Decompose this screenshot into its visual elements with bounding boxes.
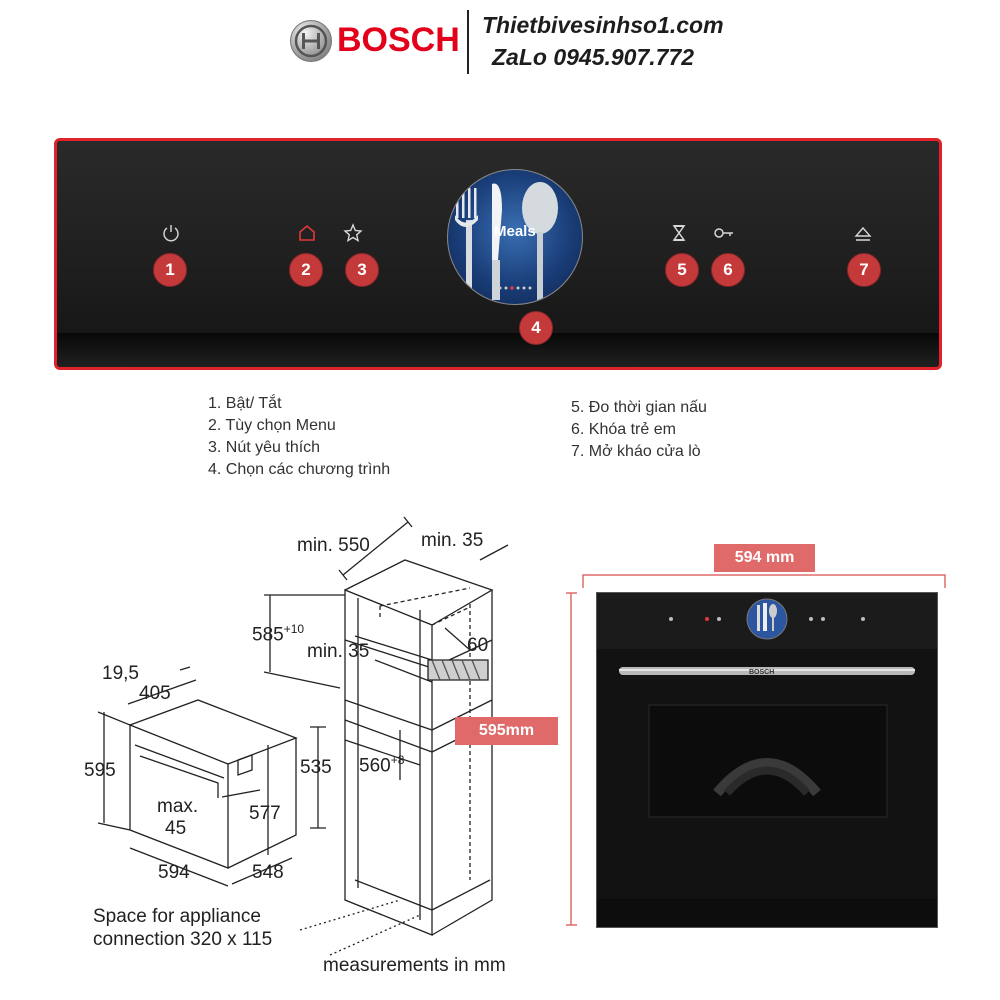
legend-item: 2. Tùy chọn Menu	[208, 417, 336, 434]
dim-560-value: 560	[359, 755, 391, 777]
badge-4: 4	[519, 311, 553, 345]
badge-7: 7	[847, 253, 881, 287]
display-label: Meals	[494, 223, 536, 240]
connection-note-2: connection 320 x 115	[93, 929, 273, 950]
dim-405: 405	[139, 683, 171, 704]
oven-photo	[596, 592, 938, 928]
legend-item: 7. Mở kháo cửa lò	[571, 443, 701, 460]
legend-item: 5. Đo thời gian nấu	[571, 399, 707, 416]
badge-2: 2	[289, 253, 323, 287]
dim-585-value: 585	[252, 624, 284, 646]
legend-item: 6. Khóa trẻ em	[571, 421, 676, 438]
dim-585-tolerance: +10	[283, 622, 305, 636]
badge-1: 1	[153, 253, 187, 287]
dim-535: 535	[300, 757, 332, 778]
legend-item: 4. Chọn các chương trình	[208, 461, 391, 478]
legend-item: 3. Nút yêu thích	[208, 439, 321, 456]
website-text: Thietbivesinhso1.com	[482, 12, 724, 38]
contact-text: ZaLo 0945.907.772	[492, 44, 695, 70]
dim-max-label: max.	[157, 796, 199, 817]
dim-min35-top: min. 35	[421, 530, 484, 551]
badge-5: 5	[665, 253, 699, 287]
brand-logo: BOSCH	[337, 21, 460, 59]
dim-19-5: 19,5	[102, 663, 139, 684]
dim-max-value: 45	[165, 818, 187, 839]
measurement-units-note: measurements in mm	[323, 955, 506, 976]
dim-594: 594	[158, 862, 190, 883]
dim-min550: min. 550	[297, 535, 370, 556]
connection-note-1: Space for appliance	[93, 906, 261, 927]
legend-item: 1. Bật/ Tắt	[208, 395, 282, 412]
dim-560-tolerance: +8	[390, 753, 405, 767]
dim-60: 60	[467, 635, 489, 656]
width-tag: 594 mm	[714, 544, 815, 572]
badge-3: 3	[345, 253, 379, 287]
dim-min35-mid: min. 35	[307, 641, 370, 662]
badge-6: 6	[711, 253, 745, 287]
height-tag: 595mm	[455, 717, 558, 745]
dim-548: 548	[252, 862, 284, 883]
dim-595: 595	[84, 760, 116, 781]
dim-577: 577	[249, 803, 281, 824]
oven-brand-label: BOSCH	[749, 669, 775, 676]
